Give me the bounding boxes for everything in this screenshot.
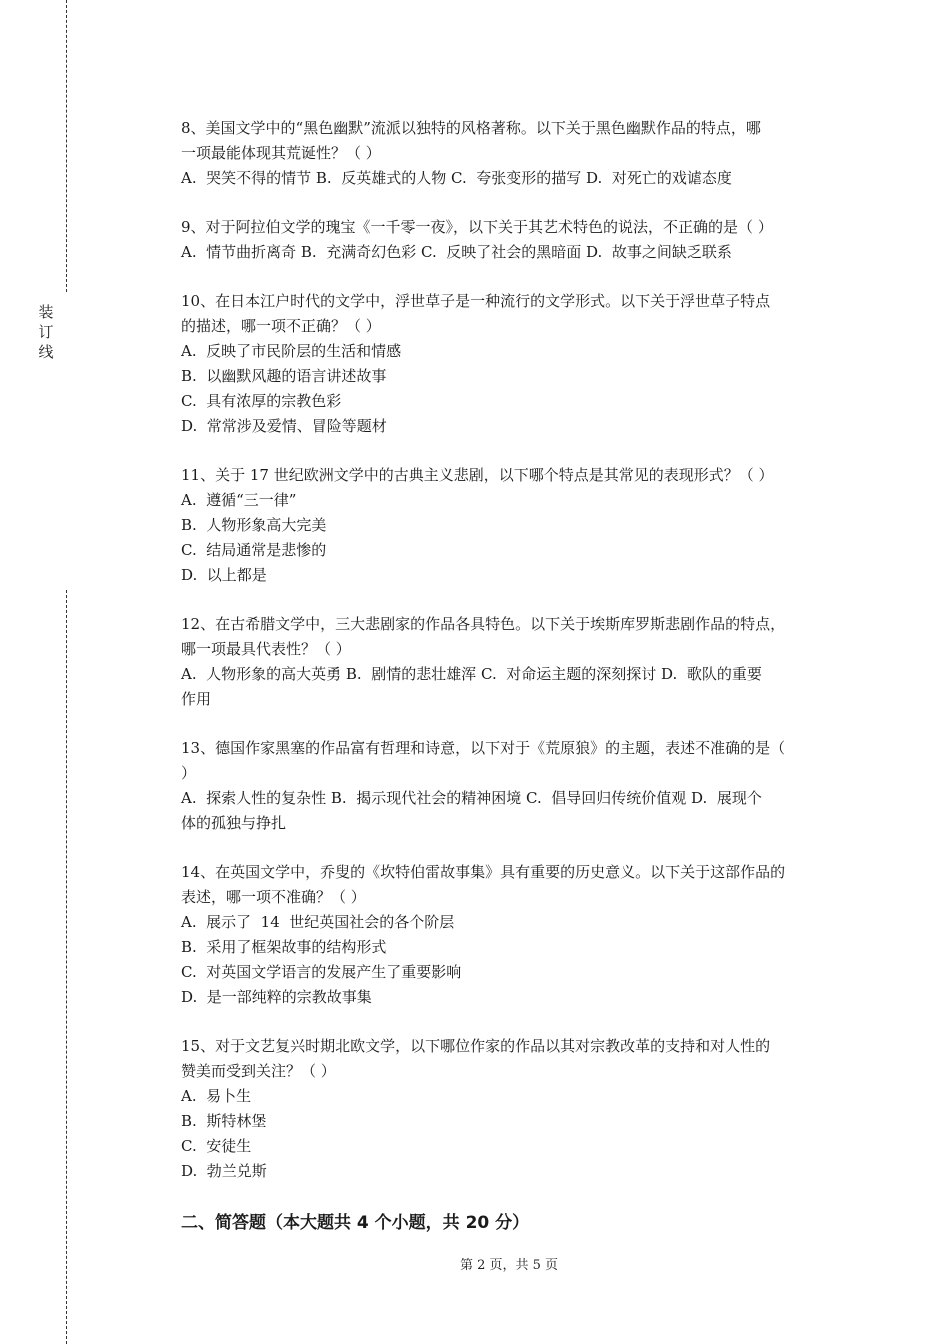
question-block	[181, 736, 846, 836]
question-stem-line: 8、美国文学中的“黑色幽默”流派以独特的风格著称。以下关于黑色幽默作品的特点，哪	[181, 119, 761, 137]
question-option-line: A. 情节曲折离奇 B. 充满奇幻色彩 C. 反映了社会的黑暗面 D. 故事之间缺乏联系	[181, 243, 732, 261]
question-option-line: C. 结局通常是悲惨的	[181, 541, 327, 559]
question-option-line: A. 哭笑不得的情节 B. 反英雄式的人物 C. 夸张变形的描写 D. 对死亡的戏谑态度	[181, 169, 732, 187]
question-block	[181, 215, 846, 265]
question-option-line: B. 采用了框架故事的结构形式	[181, 938, 387, 956]
question-stem-line: 14、在英国文学中，乔叟的《坎特伯雷故事集》具有重要的历史意义。以下关于这部作品的	[181, 863, 786, 881]
question-stem-line: 12、在古希腊文学中，三大悲剧家的作品各具特色。以下关于埃斯库罗斯悲剧作品的特点，	[181, 615, 786, 633]
question-option-line: A. 探索人性的复杂性 B. 揭示现代社会的精神困境 C. 倡导回归传统价值观 D. 展现个	[181, 789, 762, 807]
question-option-line: A. 遵循“三一律”	[181, 491, 297, 509]
question-stem-line: 的描述，哪一项不正确？（ ）	[181, 317, 381, 335]
question-block	[181, 860, 846, 1010]
binding-label	[36, 302, 56, 362]
binding-dashed-line-bottom	[66, 590, 67, 1344]
question-option-line: C. 具有浓厚的宗教色彩	[181, 392, 342, 410]
question-block	[181, 116, 846, 191]
question-stem-line: 11、关于 17 世纪欧洲文学中的古典主义悲剧，以下哪个特点是其常见的表现形式？（ ）	[181, 466, 774, 484]
question-option-line: A. 易卜生	[181, 1087, 252, 1105]
question-stem-line: 一项最能体现其荒诞性？（ ）	[181, 144, 381, 162]
question-block	[181, 1034, 846, 1184]
binding-dashed-line-top	[66, 0, 67, 292]
question-option-line: 体的孤独与挣扎	[181, 814, 287, 832]
question-block	[181, 612, 846, 712]
question-option-line: B. 人物形象高大完美	[181, 516, 327, 534]
binding-char: 装	[38, 303, 54, 321]
question-option-line: A. 人物形象的高大英勇 B. 剧情的悲壮雄浑 C. 对命运主题的深刻探讨 D. 歌队的重要	[181, 665, 762, 683]
question-stem-line: ）	[181, 764, 197, 782]
question-option-line: D. 是一部纯粹的宗教故事集	[181, 988, 372, 1006]
question-list	[181, 116, 846, 1208]
question-option-line: B. 以幽默风趣的语言讲述故事	[181, 367, 387, 385]
question-stem-line: 10、在日本江户时代的文学中，浮世草子是一种流行的文学形式。以下关于浮世草子特点	[181, 292, 771, 310]
binding-char: 订	[38, 323, 54, 341]
binding-char: 线	[38, 343, 54, 361]
question-option-line: B. 斯特林堡	[181, 1112, 267, 1130]
question-stem-line: 9、对于阿拉伯文学的瑰宝《一千零一夜》，以下关于其艺术特色的说法，不正确的是（ ）	[181, 218, 773, 236]
page-indicator: 第 2 页，共 5 页	[459, 1258, 559, 1273]
question-option-line: 作用	[181, 690, 212, 708]
question-stem-line: 15、对于文艺复兴时期北欧文学，以下哪位作家的作品以其对宗教改革的支持和对人性的	[181, 1037, 771, 1055]
question-option-line: A. 展示了 14 世纪英国社会的各个阶层	[181, 913, 455, 931]
question-option-line: D. 以上都是	[181, 566, 267, 584]
question-option-line: C. 安徒生	[181, 1137, 252, 1155]
question-block	[181, 463, 846, 588]
question-option-line: A. 反映了市民阶层的生活和情感	[181, 342, 402, 360]
question-option-line: D. 常常涉及爱情、冒险等题材	[181, 417, 387, 435]
question-stem-line: 13、德国作家黑塞的作品富有哲理和诗意，以下对于《荒原狼》的主题，表述不准确的是（	[181, 739, 786, 757]
question-stem-line: 哪一项最具代表性？（ ）	[181, 640, 351, 658]
question-stem-line: 表述，哪一项不准确？（ ）	[181, 888, 366, 906]
section-title: 二、简答题（本大题共 4 个小题，共 20 分）	[181, 1213, 530, 1233]
question-stem-line: 赞美而受到关注？（ ）	[181, 1062, 336, 1080]
question-block	[181, 289, 846, 439]
page-footer	[0, 1257, 950, 1275]
question-option-line: D. 勃兰兑斯	[181, 1162, 267, 1180]
question-option-line: C. 对英国文学语言的发展产生了重要影响	[181, 963, 462, 981]
